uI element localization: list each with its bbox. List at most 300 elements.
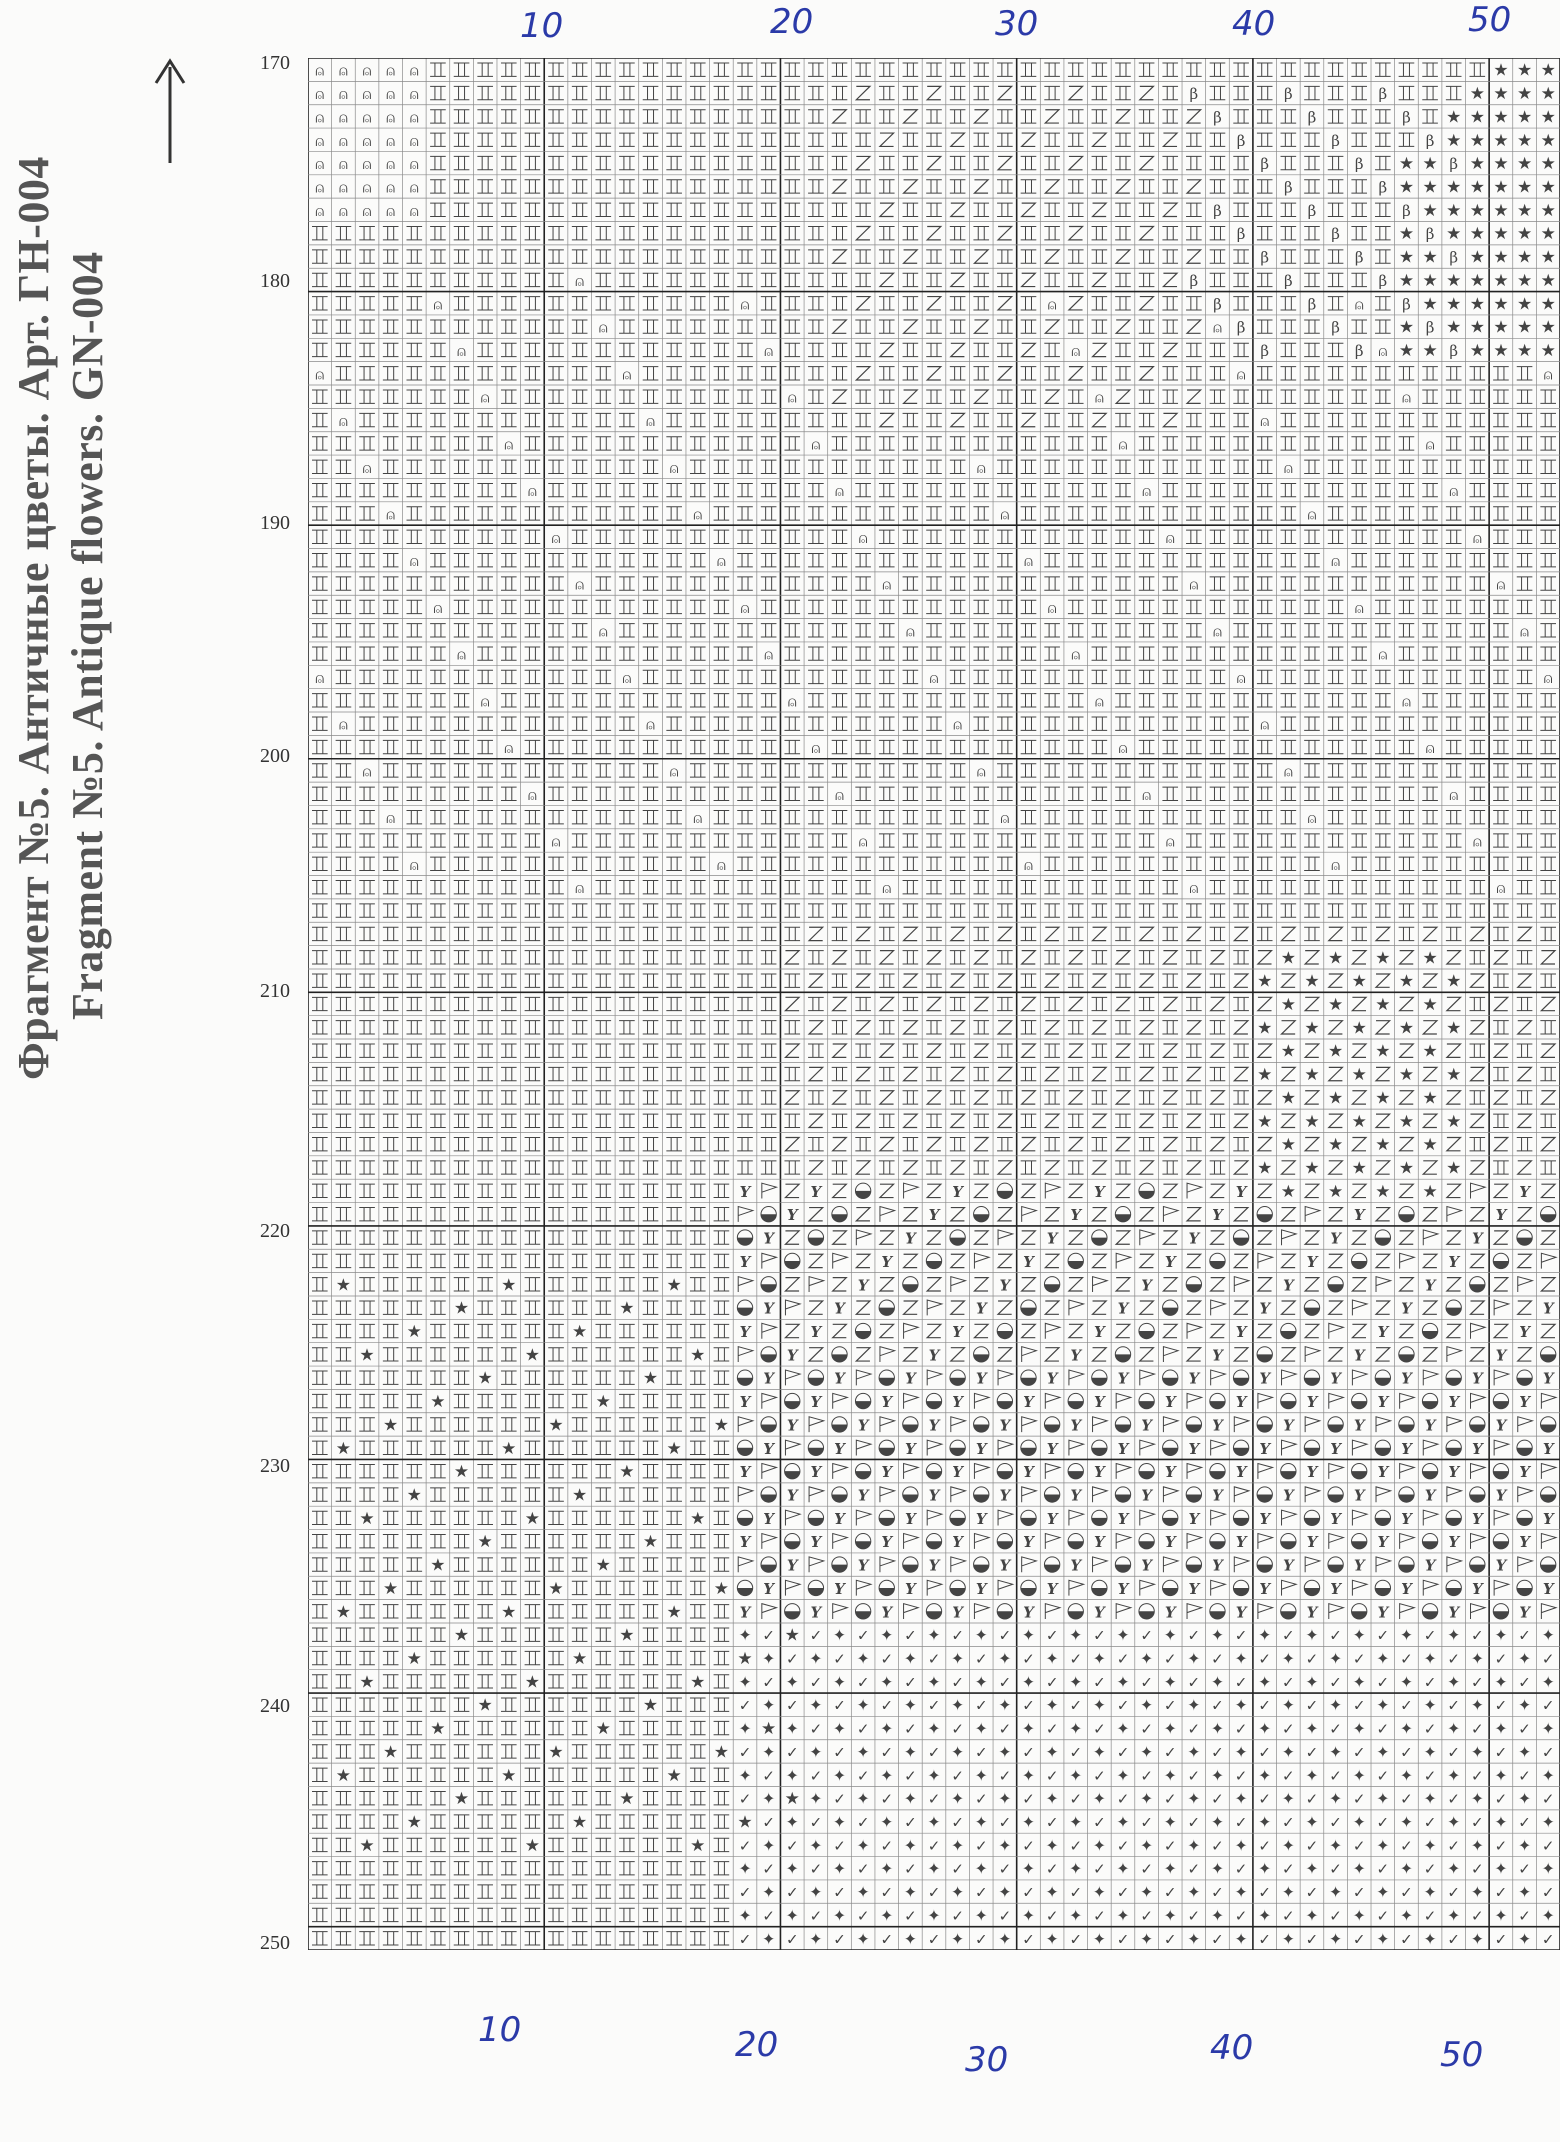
svg-text:✦: ✦ (1045, 1695, 1059, 1715)
svg-text:✓: ✓ (809, 1906, 823, 1925)
svg-text:Y: Y (1542, 1299, 1554, 1318)
svg-text:★: ★ (572, 1649, 588, 1670)
svg-text:✓: ✓ (880, 1743, 894, 1762)
svg-text:✦: ✦ (1045, 1742, 1059, 1762)
svg-text:✦: ✦ (974, 1905, 988, 1925)
svg-text:Y: Y (1519, 1533, 1530, 1552)
svg-text:⍝: ⍝ (315, 201, 325, 220)
svg-text:Y: Y (1070, 1416, 1082, 1435)
svg-text:⍝: ⍝ (315, 365, 325, 384)
svg-text:✦: ✦ (738, 1905, 752, 1925)
svg-text:✓: ✓ (1116, 1790, 1130, 1809)
svg-text:★: ★ (1446, 1158, 1462, 1179)
svg-text:⍝: ⍝ (1094, 388, 1104, 407)
svg-text:✓: ✓ (1447, 1696, 1460, 1715)
svg-text:Y: Y (1471, 1229, 1483, 1248)
svg-text:★: ★ (1540, 270, 1556, 291)
svg-text:✦: ✦ (1470, 1929, 1485, 1949)
row-label-170: 170 (260, 52, 290, 74)
svg-text:✦: ✦ (927, 1672, 941, 1692)
svg-text:Y: Y (1235, 1323, 1247, 1342)
svg-text:★: ★ (1446, 130, 1462, 151)
svg-text:★: ★ (690, 1508, 706, 1529)
svg-text:✦: ✦ (1399, 1859, 1414, 1879)
svg-text:⍝: ⍝ (1047, 295, 1057, 314)
svg-text:✓: ✓ (880, 1883, 894, 1902)
svg-text:Y: Y (1188, 1369, 1200, 1388)
svg-text:★: ★ (1375, 1135, 1391, 1156)
svg-text:✓: ✓ (1069, 1790, 1083, 1809)
svg-text:✦: ✦ (927, 1625, 941, 1645)
svg-text:✦: ✦ (1163, 1859, 1177, 1879)
svg-text:✓: ✓ (1541, 1650, 1555, 1669)
svg-text:✓: ✓ (1093, 1906, 1106, 1925)
svg-text:✦: ✦ (1258, 1672, 1272, 1692)
svg-text:Y: Y (1282, 1486, 1294, 1505)
svg-text:★: ★ (1516, 224, 1533, 245)
svg-text:✓: ✓ (1022, 1883, 1035, 1902)
svg-text:✦: ✦ (1376, 1929, 1390, 1949)
svg-text:β: β (1284, 178, 1293, 197)
svg-text:✓: ✓ (762, 1673, 775, 1692)
svg-text:✦: ✦ (1494, 1905, 1508, 1925)
svg-text:✓: ✓ (1069, 1650, 1083, 1669)
svg-text:✓: ✓ (1423, 1626, 1437, 1645)
svg-text:⍝: ⍝ (976, 762, 986, 781)
svg-text:✦: ✦ (880, 1859, 894, 1879)
svg-text:✓: ✓ (1022, 1930, 1035, 1949)
svg-text:✓: ✓ (1305, 1930, 1319, 1949)
svg-text:⍝: ⍝ (882, 879, 892, 898)
svg-text:✓: ✓ (856, 1766, 870, 1785)
svg-text:Y: Y (739, 1252, 751, 1271)
svg-text:⍝: ⍝ (835, 482, 845, 501)
svg-text:Y: Y (1046, 1229, 1058, 1248)
svg-text:✦: ✦ (1069, 1719, 1083, 1739)
svg-text:✓: ✓ (1352, 1650, 1366, 1669)
svg-text:★: ★ (1375, 1088, 1391, 1109)
chart-title-en: Fragment №5. Antique flowers. GN-004 (63, 251, 112, 1020)
svg-text:β: β (1236, 225, 1246, 244)
svg-text:✦: ✦ (1092, 1882, 1107, 1902)
svg-text:✦: ✦ (1234, 1789, 1248, 1809)
svg-text:⍝: ⍝ (1212, 318, 1222, 337)
svg-text:★: ★ (1446, 107, 1462, 128)
svg-text:Y: Y (928, 1556, 940, 1575)
svg-text:✦: ✦ (1494, 1625, 1508, 1645)
svg-text:Y: Y (1401, 1509, 1412, 1528)
svg-text:★: ★ (1540, 317, 1556, 338)
svg-text:✦: ✦ (1541, 1625, 1555, 1645)
svg-text:✓: ✓ (1282, 1673, 1295, 1692)
svg-text:★: ★ (1469, 177, 1485, 198)
svg-text:✓: ✓ (1376, 1813, 1390, 1832)
svg-text:✦: ✦ (809, 1929, 823, 1949)
svg-text:Y: Y (1330, 1579, 1341, 1598)
svg-text:★: ★ (1422, 200, 1438, 221)
svg-text:✦: ✦ (1281, 1929, 1296, 1949)
svg-text:✓: ✓ (1069, 1883, 1083, 1902)
svg-text:✦: ✦ (1305, 1905, 1319, 1925)
svg-text:✓: ✓ (1045, 1906, 1059, 1925)
svg-text:✓: ✓ (785, 1883, 799, 1902)
svg-text:★: ★ (1493, 247, 1509, 268)
svg-text:✓: ✓ (1282, 1626, 1295, 1645)
svg-text:✓: ✓ (1305, 1790, 1319, 1809)
svg-text:⍝: ⍝ (1142, 785, 1152, 804)
svg-text:✦: ✦ (1376, 1789, 1390, 1809)
svg-text:β: β (1425, 131, 1435, 150)
svg-text:Y: Y (1401, 1439, 1412, 1458)
svg-text:⍝: ⍝ (386, 108, 396, 127)
svg-text:✦: ✦ (950, 1835, 965, 1855)
svg-text:⍝: ⍝ (1401, 692, 1411, 711)
svg-text:✦: ✦ (1258, 1812, 1272, 1832)
svg-text:★: ★ (595, 1392, 611, 1413)
svg-text:β: β (1236, 318, 1246, 337)
svg-text:✦: ✦ (856, 1695, 870, 1715)
svg-text:✓: ✓ (1163, 1743, 1177, 1762)
svg-text:✦: ✦ (950, 1882, 965, 1902)
svg-text:⍝: ⍝ (338, 61, 348, 80)
svg-text:β: β (1425, 225, 1435, 244)
svg-text:✦: ✦ (998, 1882, 1012, 1902)
svg-text:★: ★ (1375, 995, 1391, 1015)
svg-text:✓: ✓ (1282, 1906, 1295, 1925)
svg-text:★: ★ (1516, 130, 1533, 151)
svg-text:⍝: ⍝ (551, 528, 561, 547)
svg-text:✦: ✦ (1470, 1649, 1485, 1669)
svg-text:✦: ✦ (1352, 1765, 1366, 1785)
svg-text:★: ★ (1327, 995, 1344, 1015)
svg-text:✓: ✓ (1187, 1720, 1201, 1739)
svg-text:✓: ✓ (1471, 1720, 1484, 1739)
svg-text:✦: ✦ (785, 1859, 799, 1879)
svg-text:⍝: ⍝ (1496, 879, 1506, 898)
svg-text:⍝: ⍝ (787, 388, 797, 407)
svg-text:✓: ✓ (809, 1813, 823, 1832)
svg-text:Y: Y (999, 1556, 1011, 1575)
svg-text:⍝: ⍝ (575, 575, 585, 594)
svg-text:✓: ✓ (1471, 1766, 1484, 1785)
svg-text:★: ★ (477, 1532, 493, 1553)
top-column-label-30: 30 (995, 4, 1039, 44)
svg-text:✦: ✦ (1423, 1695, 1437, 1715)
svg-text:✦: ✦ (1210, 1765, 1225, 1785)
svg-text:Y: Y (1377, 1393, 1389, 1412)
svg-text:★: ★ (1257, 971, 1273, 992)
svg-text:Y: Y (1353, 1486, 1365, 1505)
svg-text:Y: Y (1212, 1206, 1223, 1225)
svg-text:✦: ✦ (1399, 1905, 1414, 1925)
svg-text:✓: ✓ (1116, 1883, 1130, 1902)
svg-text:★: ★ (1493, 107, 1509, 128)
svg-text:✦: ✦ (1470, 1695, 1485, 1715)
svg-text:✦: ✦ (1163, 1765, 1177, 1785)
side-titles (0, 60, 110, 1120)
svg-text:⍝: ⍝ (386, 85, 396, 104)
svg-text:★: ★ (1469, 224, 1485, 245)
svg-text:β: β (1331, 318, 1340, 337)
svg-text:★: ★ (713, 1415, 730, 1436)
svg-text:✦: ✦ (1163, 1625, 1177, 1645)
svg-text:Y: Y (739, 1533, 751, 1552)
svg-text:Y: Y (1448, 1252, 1460, 1271)
svg-text:✦: ✦ (738, 1719, 752, 1739)
svg-text:✦: ✦ (809, 1742, 823, 1762)
svg-text:⍝: ⍝ (1520, 622, 1530, 641)
row-label-220: 220 (260, 1220, 290, 1242)
svg-text:★: ★ (453, 1298, 470, 1319)
svg-text:✦: ✦ (1399, 1765, 1414, 1785)
svg-text:★: ★ (548, 1578, 564, 1599)
svg-text:✦: ✦ (1517, 1929, 1532, 1949)
svg-text:★: ★ (430, 1719, 446, 1740)
svg-text:✦: ✦ (1494, 1812, 1508, 1832)
svg-text:★: ★ (524, 1835, 541, 1856)
svg-text:Y: Y (1353, 1416, 1365, 1435)
svg-text:✓: ✓ (998, 1626, 1012, 1645)
svg-text:✓: ✓ (1518, 1720, 1531, 1739)
svg-text:★: ★ (1446, 200, 1462, 221)
svg-text:✓: ✓ (1541, 1696, 1555, 1715)
svg-text:⍝: ⍝ (1425, 739, 1435, 758)
svg-text:✓: ✓ (1305, 1883, 1319, 1902)
svg-text:★: ★ (1257, 1111, 1273, 1132)
svg-text:✦: ✦ (1328, 1695, 1343, 1715)
svg-text:✦: ✦ (1328, 1649, 1343, 1669)
svg-text:✓: ✓ (1400, 1650, 1413, 1669)
svg-text:★: ★ (713, 1742, 730, 1763)
svg-text:✦: ✦ (1305, 1812, 1319, 1832)
svg-text:Y: Y (1306, 1533, 1318, 1552)
svg-text:⍝: ⍝ (1331, 855, 1341, 874)
svg-text:★: ★ (1469, 107, 1485, 128)
svg-text:✦: ✦ (1352, 1719, 1366, 1739)
svg-text:✦: ✦ (1116, 1765, 1130, 1785)
svg-text:★: ★ (1540, 294, 1556, 315)
svg-text:✓: ✓ (1211, 1696, 1224, 1715)
svg-text:★: ★ (1469, 154, 1485, 175)
svg-text:β: β (1402, 201, 1411, 220)
svg-text:✓: ✓ (1258, 1650, 1272, 1669)
svg-text:✦: ✦ (1423, 1835, 1437, 1855)
svg-text:✦: ✦ (1423, 1882, 1437, 1902)
svg-text:★: ★ (1398, 270, 1415, 291)
svg-text:⍝: ⍝ (1165, 832, 1175, 851)
svg-text:✦: ✦ (1352, 1672, 1366, 1692)
svg-text:Y: Y (975, 1369, 987, 1388)
svg-text:Y: Y (1353, 1346, 1365, 1365)
svg-text:★: ★ (1493, 60, 1509, 81)
svg-text:✦: ✦ (1494, 1719, 1508, 1739)
svg-text:✦: ✦ (1187, 1789, 1201, 1809)
svg-text:✓: ✓ (1282, 1720, 1295, 1739)
svg-text:★: ★ (1446, 1018, 1462, 1039)
svg-text:Y: Y (1046, 1439, 1058, 1458)
svg-text:Y: Y (1495, 1416, 1507, 1435)
svg-text:✓: ✓ (974, 1930, 988, 1949)
svg-text:✓: ✓ (1093, 1626, 1106, 1645)
svg-text:✦: ✦ (903, 1835, 918, 1855)
svg-text:Y: Y (881, 1463, 893, 1482)
svg-text:⍝: ⍝ (1260, 412, 1270, 431)
svg-text:✦: ✦ (974, 1672, 988, 1692)
svg-text:⍝: ⍝ (338, 108, 348, 127)
svg-text:✦: ✦ (1541, 1812, 1555, 1832)
svg-text:⍝: ⍝ (362, 201, 372, 220)
svg-text:✓: ✓ (1329, 1720, 1342, 1739)
row-label-200: 200 (260, 745, 290, 767)
svg-text:✓: ✓ (927, 1930, 941, 1949)
svg-text:⍝: ⍝ (386, 201, 396, 220)
svg-text:✦: ✦ (1446, 1672, 1461, 1692)
svg-text:Y: Y (1212, 1346, 1223, 1365)
svg-text:⍝: ⍝ (858, 832, 868, 851)
svg-text:✦: ✦ (1021, 1812, 1036, 1832)
svg-text:Y: Y (1117, 1299, 1129, 1318)
svg-text:✦: ✦ (1423, 1929, 1437, 1949)
row-label-190: 190 (260, 512, 290, 534)
svg-text:Y: Y (999, 1486, 1011, 1505)
svg-text:✓: ✓ (1447, 1790, 1460, 1809)
svg-text:β: β (1260, 248, 1270, 267)
svg-text:★: ★ (1280, 948, 1296, 969)
svg-text:Y: Y (999, 1276, 1011, 1295)
svg-text:✓: ✓ (833, 1650, 846, 1669)
svg-text:✓: ✓ (1494, 1743, 1508, 1762)
svg-text:✓: ✓ (880, 1836, 894, 1855)
svg-text:✦: ✦ (1210, 1719, 1225, 1739)
svg-text:Y: Y (1542, 1509, 1554, 1528)
svg-text:Y: Y (928, 1206, 940, 1225)
svg-text:✓: ✓ (1069, 1930, 1083, 1949)
svg-text:★: ★ (1398, 1018, 1415, 1039)
svg-text:✓: ✓ (809, 1766, 823, 1785)
svg-text:✓: ✓ (1352, 1930, 1366, 1949)
svg-text:✓: ✓ (1518, 1813, 1531, 1832)
svg-text:⍝: ⍝ (433, 295, 443, 314)
svg-text:★: ★ (524, 1345, 541, 1366)
svg-text:✓: ✓ (1282, 1860, 1295, 1879)
svg-text:✓: ✓ (1187, 1906, 1201, 1925)
svg-text:✓: ✓ (1093, 1720, 1106, 1739)
svg-text:⍝: ⍝ (315, 85, 325, 104)
svg-text:⍝: ⍝ (1378, 645, 1388, 664)
svg-text:✓: ✓ (998, 1766, 1012, 1785)
svg-text:★: ★ (1327, 1135, 1344, 1156)
svg-text:★: ★ (761, 1719, 777, 1740)
svg-text:✓: ✓ (856, 1860, 870, 1879)
svg-text:⍝: ⍝ (646, 715, 656, 734)
svg-text:Y: Y (1023, 1603, 1034, 1622)
svg-text:⍝: ⍝ (858, 528, 868, 547)
svg-text:✓: ✓ (833, 1930, 846, 1949)
svg-text:✓: ✓ (1116, 1836, 1130, 1855)
svg-text:⍝: ⍝ (669, 762, 679, 781)
svg-text:Y: Y (1235, 1463, 1247, 1482)
svg-text:✓: ✓ (1541, 1743, 1555, 1762)
svg-text:⍝: ⍝ (669, 458, 679, 477)
svg-text:Y: Y (952, 1463, 963, 1482)
svg-text:✓: ✓ (974, 1696, 988, 1715)
svg-text:★: ★ (1493, 200, 1509, 221)
svg-text:✦: ✦ (1376, 1882, 1390, 1902)
svg-text:⍝: ⍝ (1047, 598, 1057, 617)
svg-text:✓: ✓ (1187, 1766, 1201, 1785)
svg-text:★: ★ (1540, 247, 1556, 268)
svg-text:⍝: ⍝ (386, 505, 396, 524)
svg-text:Y: Y (1093, 1533, 1105, 1552)
svg-text:✓: ✓ (1045, 1860, 1059, 1879)
svg-text:⍝: ⍝ (693, 505, 703, 524)
svg-text:✓: ✓ (1352, 1790, 1366, 1809)
svg-text:⍝: ⍝ (315, 131, 325, 150)
svg-text:★: ★ (1516, 177, 1533, 198)
svg-text:✓: ✓ (1022, 1836, 1035, 1855)
svg-text:Y: Y (928, 1416, 940, 1435)
svg-text:✦: ✦ (832, 1859, 847, 1879)
svg-text:✓: ✓ (974, 1790, 988, 1809)
svg-text:✓: ✓ (1022, 1650, 1035, 1669)
svg-text:✦: ✦ (785, 1765, 799, 1785)
svg-text:★: ★ (666, 1275, 682, 1296)
svg-text:✓: ✓ (809, 1860, 823, 1879)
row-label-230: 230 (260, 1455, 290, 1477)
svg-text:Y: Y (763, 1299, 775, 1318)
svg-text:✦: ✦ (1187, 1835, 1201, 1855)
svg-text:⍝: ⍝ (386, 131, 396, 150)
svg-text:★: ★ (642, 1695, 659, 1716)
svg-text:★: ★ (1493, 84, 1509, 105)
svg-text:★: ★ (1398, 1111, 1415, 1132)
svg-text:✦: ✦ (1328, 1835, 1343, 1855)
svg-text:Y: Y (1448, 1533, 1460, 1552)
svg-text:★: ★ (1516, 294, 1533, 315)
svg-text:β: β (1236, 131, 1246, 150)
svg-text:✦: ✦ (1423, 1789, 1437, 1809)
svg-text:β: β (1307, 201, 1317, 220)
svg-text:★: ★ (335, 1438, 352, 1459)
svg-text:✓: ✓ (1494, 1836, 1508, 1855)
svg-text:★: ★ (690, 1672, 706, 1693)
svg-text:β: β (1354, 248, 1364, 267)
svg-text:✦: ✦ (1234, 1742, 1248, 1762)
top-column-label-40: 40 (1232, 4, 1276, 44)
svg-text:Y: Y (1188, 1579, 1200, 1598)
svg-text:⍝: ⍝ (1118, 435, 1128, 454)
svg-text:⍝: ⍝ (409, 131, 419, 150)
svg-text:⍝: ⍝ (457, 645, 467, 664)
svg-text:✦: ✦ (1305, 1672, 1319, 1692)
svg-text:✦: ✦ (761, 1835, 776, 1855)
svg-text:✓: ✓ (856, 1720, 870, 1739)
svg-text:★: ★ (501, 1275, 517, 1296)
svg-text:Y: Y (810, 1603, 822, 1622)
svg-text:✓: ✓ (951, 1813, 964, 1832)
svg-text:✓: ✓ (880, 1696, 894, 1715)
svg-text:✦: ✦ (1470, 1882, 1485, 1902)
svg-text:★: ★ (1540, 200, 1556, 221)
svg-text:✓: ✓ (1093, 1813, 1106, 1832)
svg-text:Y: Y (1519, 1393, 1530, 1412)
svg-text:Y: Y (975, 1439, 987, 1458)
svg-text:Y: Y (1542, 1439, 1554, 1458)
svg-text:✓: ✓ (974, 1836, 988, 1855)
svg-text:★: ★ (1540, 107, 1556, 128)
svg-text:★: ★ (1422, 1041, 1438, 1062)
svg-text:★: ★ (666, 1602, 682, 1623)
